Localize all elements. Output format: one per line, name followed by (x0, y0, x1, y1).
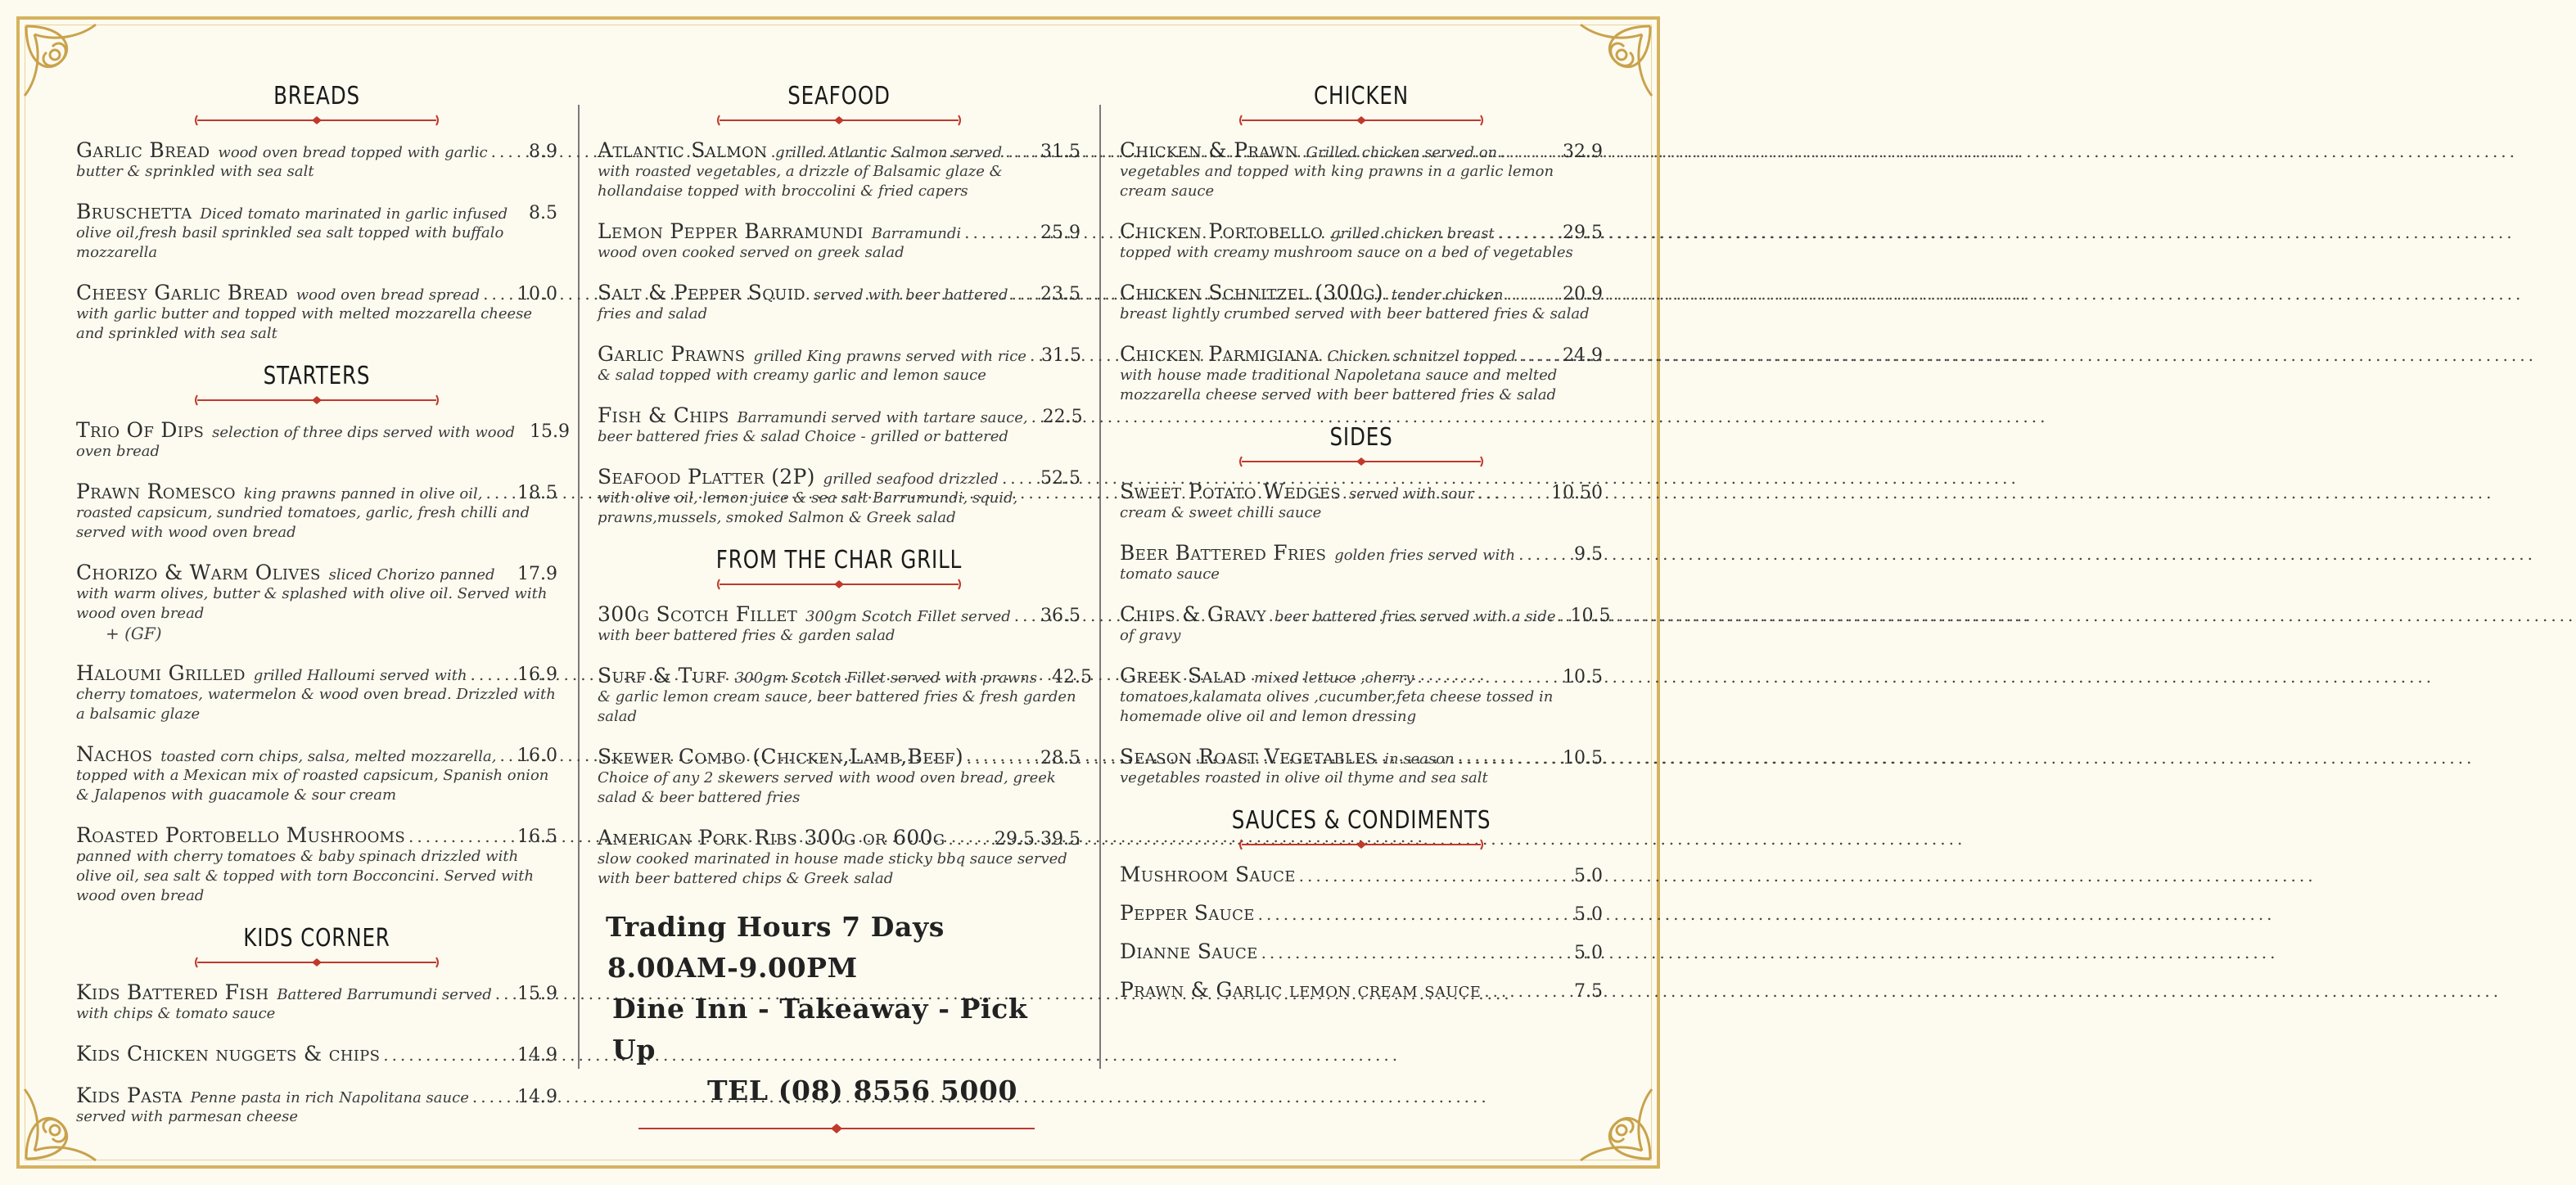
leader-dots (1559, 606, 1568, 625)
item-description: fries and salad (598, 305, 708, 322)
item-inline-desc: served with beer battered (813, 286, 1008, 304)
item-name: Kids Pasta (76, 1084, 183, 1107)
item-price: 36.5 (1040, 606, 1080, 626)
menu-item (76, 561, 557, 643)
menu-item (1120, 901, 1603, 925)
item-description: oven bread (76, 443, 160, 460)
item-name: Garlic Bread (76, 138, 210, 162)
trading-line4: TEL (08) 8556 5000 (707, 1075, 1018, 1106)
item-inline-desc: in season (1384, 750, 1455, 768)
menu-section (76, 82, 557, 344)
trading-line3: Dine Inn - Takeaway - Pick Up (612, 993, 1028, 1066)
leader-dots (948, 829, 991, 849)
item-name: American Pork Ribs 300g or 600g (598, 826, 945, 849)
item-name: Seafood Platter (2P) (598, 465, 815, 489)
item-description: with beer battered fries & garden salad (598, 627, 896, 644)
leader-dots (967, 748, 1037, 768)
leader-dots (1477, 483, 1548, 502)
menu-item (1120, 342, 1603, 405)
leader-dots (485, 483, 514, 502)
item-price: 5.0 (1574, 943, 1603, 963)
menu-item (598, 602, 1080, 646)
item-description: butter & sprinkled with sea salt (76, 163, 314, 180)
item-inline-desc: toasted corn chips, salsa, melted mozzarella, (160, 748, 497, 765)
item-name: Cheesy Garlic Bread (76, 281, 288, 304)
item-price: 5.0 (1574, 866, 1603, 886)
item-price: 42.5 (1051, 667, 1092, 687)
item-inline-desc: grilled chicken breast (1331, 225, 1495, 242)
item-name: Skewer Combo (Chicken,Lamb,Beef) (598, 745, 963, 768)
item-description: panned with cherry tomatoes & baby spinach drizzled with olive oil, sea salt & topped with torn Bocconcini. Served with wood oven bread (76, 848, 535, 904)
trading-line2: 8.00AM-9.00PM (607, 952, 858, 984)
item-description: topped with creamy mushroom sauce on a bed of vegetables (1120, 244, 1573, 261)
menu-item (598, 403, 1083, 447)
column-divider (578, 105, 580, 1069)
item-price: 16.9 (517, 665, 557, 685)
item-description: Choice of any 2 skewers served with wood oven bread, greek salad & beer battered fries (598, 769, 1056, 806)
item-name: Haloumi Grilled (76, 661, 246, 685)
item-price: 31.5 (1040, 142, 1080, 162)
menu-item (1120, 480, 1603, 523)
menu-item (1120, 863, 1603, 886)
column-divider (1099, 105, 1101, 1069)
item-inline-desc: wood oven bread spread (295, 286, 480, 304)
item-name: Prawn & Garlic lemon cream sauce (1120, 978, 1482, 1002)
item-price: 20.9 (1563, 284, 1603, 304)
item-description: with olive oil, lemon juice & sea salt Barrumundi, squid, prawns,mussels, smoked Salmon & Greek salad (598, 489, 1018, 526)
item-description: olive oil,fresh basil sprinkled sea salt topped with buffalo mozzarella (76, 224, 504, 261)
leader-dots (1498, 223, 1559, 242)
section-title: FROM THE CHAR GRILL (715, 546, 963, 574)
menu-item (598, 342, 1080, 385)
item-inline-desc: grilled King prawns served with rice (753, 348, 1026, 365)
menu-item (1120, 602, 1611, 646)
menu-section (598, 82, 1083, 528)
menu-column-right (1120, 82, 1611, 1016)
leader-dots (1518, 544, 1571, 564)
item-name: Atlantic Salmon (598, 138, 768, 162)
item-name: Chicken Schnitzel (300g) (1120, 281, 1383, 304)
section-ornament-icon (716, 114, 962, 127)
item-inline-desc: golden fries served with (1334, 547, 1516, 564)
section-ornament-icon (194, 394, 440, 407)
leader-dots (1299, 866, 1571, 885)
item-description: with chips & tomato sauce (76, 1005, 276, 1022)
item-name: Pepper Sauce (1120, 901, 1255, 925)
item-inline-desc: grilled Atlantic Salmon served (775, 144, 1003, 161)
menu-item (1120, 138, 1603, 201)
menu-item (1120, 939, 1603, 963)
menu-item (598, 664, 1092, 727)
menu-item (76, 742, 557, 805)
item-description: roasted capsicum, sundried tomatoes, garlic, fresh chilli and served with wood oven bread (76, 504, 530, 541)
leader-dots (1506, 284, 1559, 304)
menu-item (76, 1042, 557, 1066)
menu-item (76, 1084, 557, 1127)
menu-section (598, 546, 1092, 889)
leader-dots (472, 1087, 514, 1106)
leader-dots (1005, 142, 1037, 161)
leader-dots (471, 665, 514, 684)
item-description: vegetables and topped with king prawns in a garlic lemon cream sauce (1120, 163, 1554, 200)
item-price: 25.9 (1040, 223, 1080, 243)
leader-dots (1031, 407, 1040, 426)
item-inline-desc: Barramundi (871, 225, 962, 242)
item-inline-desc: Penne pasta in rich Napolitana sauce (190, 1089, 469, 1106)
item-name: Beer Battered Fries (1120, 541, 1327, 565)
item-price: 29.5 (1563, 223, 1603, 243)
item-inline-desc: 300gm Scotch Fillet served (805, 608, 1011, 625)
item-price: 28.5 (1040, 748, 1080, 768)
leader-dots (491, 142, 526, 161)
item-name: Garlic Prawns (598, 342, 746, 366)
trading-hours-block (598, 907, 1080, 1111)
section-title: CHICKEN (1314, 82, 1409, 110)
menu-section (1120, 806, 1603, 1002)
menu-item (598, 219, 1080, 263)
item-inline-desc: Battered Barrumundi served (277, 986, 492, 1003)
item-price: 10.0 (517, 284, 557, 304)
item-description: with house made traditional Napoletana sauce and melted mozzarella cheese served with beer battered fries & salad (1120, 367, 1558, 403)
menu-item (1120, 745, 1603, 788)
menu-section (76, 362, 570, 906)
menu-section (76, 924, 557, 1127)
item-inline-desc: sliced Chorizo panned (328, 566, 495, 583)
item-price: 14.9 (517, 1087, 557, 1107)
leader-dots (408, 827, 514, 846)
item-inline-desc: Chicken schnitzel topped (1327, 348, 1517, 365)
item-inline-desc: tender chicken (1391, 286, 1504, 304)
leader-dots (1011, 284, 1037, 304)
item-price: 17.9 (517, 564, 557, 584)
menu-column-left (76, 82, 570, 1145)
item-price: 15.9 (530, 421, 570, 442)
item-name: Chicken & Prawn (1120, 138, 1298, 162)
item-price: 18.5 (517, 483, 557, 503)
corner-flourish-icon (1560, 1069, 1658, 1167)
menu-item (598, 138, 1080, 201)
menu-item (76, 980, 557, 1024)
menu-column-center (598, 82, 1092, 1136)
menu-item (598, 465, 1080, 528)
menu-item (598, 745, 1080, 808)
item-price: 22.5 (1042, 407, 1083, 427)
menu-item (76, 281, 557, 344)
item-name: Trio Of Dips (76, 418, 205, 442)
menu-item (76, 823, 557, 906)
menu-section (1120, 423, 1611, 788)
item-name: Prawn Romesco (76, 480, 236, 503)
section-ornament-icon (194, 114, 440, 127)
leader-dots (1030, 345, 1038, 365)
item-price: 31.5 (1040, 345, 1081, 366)
item-inline-desc: served with sour (1349, 485, 1474, 502)
item-name: Mushroom Sauce (1120, 863, 1296, 886)
item-name: 300g Scotch Fillet (598, 602, 798, 626)
leader-dots (499, 746, 514, 765)
item-description: with roasted vegetables, a drizzle of Balsamic glaze & hollandaise topped with broccolini & fried capers (598, 163, 1003, 200)
item-name: Greek Salad (1120, 664, 1247, 687)
leader-dots (964, 223, 1037, 242)
menu-item (1120, 281, 1603, 324)
menu-item (76, 480, 557, 543)
item-name: Surf & Turf (598, 664, 727, 687)
item-name: Bruschetta (76, 200, 192, 223)
section-title: SAUCES & CONDIMENTS (1231, 806, 1491, 835)
section-title: SIDES (1329, 423, 1393, 452)
item-price: 10.5 (1563, 748, 1603, 768)
item-description: & garlic lemon cream sauce, beer battered fries & fresh garden salad (598, 688, 1076, 725)
item-price: 14.9 (517, 1045, 557, 1066)
item-description: cherry tomatoes, watermelon & wood oven bread. Drizzled with a balsamic glaze (76, 686, 556, 723)
item-price: 5.0 (1574, 904, 1603, 925)
item-name: Chicken Portobello (1120, 219, 1323, 243)
menu-item (76, 138, 557, 182)
item-name: Roasted Portobello Mushrooms (76, 823, 406, 847)
item-inline-desc: mixed lettuce ,cherry (1254, 669, 1414, 687)
menu-item (76, 661, 557, 724)
item-description: topped with a Mexican mix of roasted capsicum, Spanish onion & Jalapenos with guacamole & sour cream (76, 767, 549, 804)
leader-dots (383, 1045, 514, 1065)
item-description: wood oven cooked served on greek salad (598, 244, 905, 261)
item-price: 23.5 (1040, 284, 1080, 304)
item-name: Nachos (76, 742, 153, 766)
item-description: cream & sweet chilli sauce (1120, 504, 1322, 521)
item-price: 16.5 (517, 827, 557, 847)
section-ornament-icon (194, 956, 440, 969)
leader-dots (1500, 142, 1559, 161)
item-price: 10.50 (1551, 483, 1603, 503)
leader-dots (1417, 667, 1559, 687)
item-inline-desc: beer battered fries served with a side (1274, 608, 1556, 625)
section-ornament-icon (1238, 455, 1484, 468)
item-name: Chips & Gravy (1120, 602, 1266, 626)
item-price: 8.9 (529, 142, 557, 162)
item-name: Chorizo & Warm Olives (76, 561, 321, 584)
item-inline-desc: selection of three dips served with wood (212, 424, 516, 441)
item-price: 10.5 (1570, 606, 1611, 626)
bottom-ornament-icon (638, 1121, 1035, 1136)
menu-item (598, 826, 1080, 889)
item-description: vegetables roasted in olive oil thyme and sea salt (1120, 769, 1488, 786)
leader-dots (1484, 981, 1571, 1001)
leader-dots (483, 284, 514, 304)
item-description: tomato sauce (1120, 565, 1220, 583)
item-price: 24.9 (1563, 345, 1603, 366)
section-title: KIDS CORNER (243, 924, 390, 953)
menu-item (1120, 664, 1603, 727)
leader-dots (1261, 943, 1571, 962)
item-description: of gravy (1120, 627, 1181, 644)
gluten-free-note: + (GF) (106, 624, 162, 643)
menu-item (1120, 541, 1603, 584)
leader-dots (1519, 345, 1559, 365)
section-title: BREADS (273, 82, 360, 110)
item-price: 9.5 (1574, 544, 1603, 565)
menu-item (76, 418, 570, 462)
item-name: Salt & Pepper Squid (598, 281, 805, 304)
item-name: Dianne Sauce (1120, 939, 1258, 963)
item-name: Chicken Parmigiana (1120, 342, 1320, 366)
leader-dots (1258, 904, 1571, 924)
menu-section (1120, 82, 1603, 405)
leader-dots (1014, 606, 1037, 625)
menu-item (76, 200, 557, 263)
item-price: 29.5 39.5 (995, 829, 1080, 849)
item-description: served with parmesan cheese (76, 1108, 299, 1125)
leader-dots (1002, 468, 1037, 488)
item-name: Sweet Potato Wedges (1120, 480, 1341, 503)
section-title: STARTERS (263, 362, 371, 390)
item-price: 15.9 (517, 984, 557, 1004)
section-ornament-icon (1238, 114, 1484, 127)
item-inline-desc: Barramundi served with tartare sauce, (737, 409, 1028, 426)
item-price: 10.5 (1563, 667, 1603, 687)
item-name: Season Roast Vegetables (1120, 745, 1377, 768)
item-name: Kids Battered Fish (76, 980, 269, 1004)
item-description: slow cooked marinated in house made sticky bbq sauce served with beer battered chips & Greek salad (598, 850, 1067, 887)
trading-line1: Trading Hours 7 Days (606, 911, 945, 943)
leader-dots (495, 984, 514, 1003)
item-name: Lemon Pepper Barramundi (598, 219, 864, 243)
item-price: 16.0 (517, 746, 557, 766)
item-inline-desc: Grilled chicken served on (1306, 144, 1498, 161)
section-ornament-icon (1238, 838, 1484, 851)
item-price: 52.5 (1040, 468, 1080, 489)
item-name: Kids Chicken nuggets & chips (76, 1042, 381, 1066)
leader-dots (1458, 748, 1559, 768)
item-inline-desc: king prawns panned in olive oil, (243, 485, 483, 502)
item-description: tomatoes,kalamata olives ,cucumber,feta cheese tossed in homemade olive oil and lemon dressing (1120, 688, 1554, 725)
item-description: breast lightly crumbed served with beer battered fries & salad (1120, 305, 1590, 322)
item-inline-desc: grilled seafood drizzled (823, 471, 999, 488)
item-price: 7.5 (1574, 981, 1603, 1002)
item-name: Fish & Chips (598, 403, 729, 427)
item-price: 8.5 (529, 203, 557, 223)
item-description: beer battered fries & salad Choice - grilled or battered (598, 428, 1008, 445)
item-description: with garlic butter and topped with melted mozzarella cheese and sprinkled with sea salt (76, 305, 533, 342)
item-inline-desc: grilled Halloumi served with (253, 667, 467, 684)
menu-item (1120, 219, 1603, 263)
menu-item (1120, 978, 1603, 1002)
item-inline-desc: wood oven bread topped with garlic (218, 144, 488, 161)
menu-item (598, 281, 1080, 324)
section-title: SEAFOOD (787, 82, 891, 110)
item-inline-desc: Diced tomato marinated in garlic infused (200, 205, 508, 223)
item-description: with warm olives, butter & splashed with olive oil. Served with wood oven bread (76, 585, 548, 622)
item-description: & salad topped with creamy garlic and lemon sauce (598, 367, 986, 384)
section-ornament-icon (716, 578, 962, 591)
item-price: 32.9 (1563, 142, 1603, 162)
item-inline-desc: 300gm Scotch Fillet served with prawns (734, 669, 1037, 687)
